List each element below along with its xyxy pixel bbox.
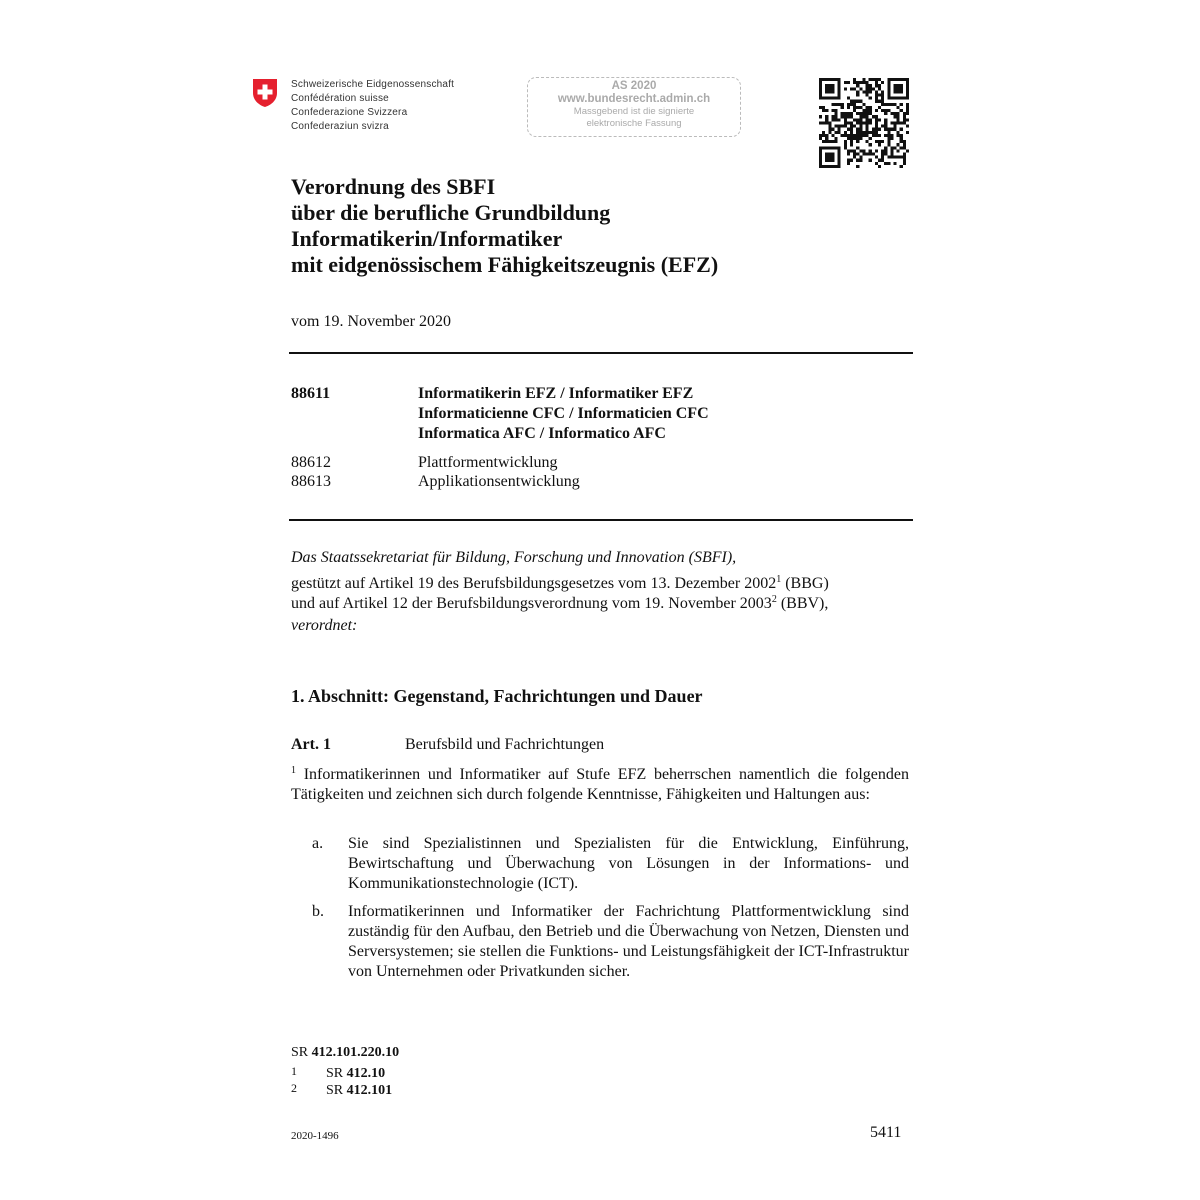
federation-names xyxy=(291,78,454,134)
federation-name-de: Schweizerische Eidgenossenschaft xyxy=(291,79,455,90)
basis-1-abbr: (BBG) xyxy=(781,575,829,592)
stamp-url[interactable]: www.bundesrecht.admin.ch xyxy=(557,93,711,105)
preamble-basis-2 xyxy=(291,594,931,614)
footnote-ref[interactable]: 412.101 xyxy=(346,1083,393,1098)
preamble-basis-1 xyxy=(291,574,931,594)
divider-bottom xyxy=(289,519,913,521)
footnote-number: 2 xyxy=(291,1081,297,1095)
specialty-code: 88612 xyxy=(291,454,331,471)
footnote-ref-2[interactable]: 2 xyxy=(771,594,777,605)
preamble xyxy=(291,548,931,636)
specialty-code: 88613 xyxy=(291,473,331,490)
stamp-as-number: AS 2020 xyxy=(611,80,657,92)
basis-2-abbr: (BBV), xyxy=(776,595,829,612)
paragraph-number: 1 xyxy=(291,765,296,776)
list-item-mark: a. xyxy=(312,835,324,852)
footnote-ref[interactable]: 412.10 xyxy=(346,1066,386,1081)
article-heading: Berufsbild und Fachrichtungen xyxy=(405,736,605,753)
federation-name-fr: Confédération suisse xyxy=(291,93,389,104)
swiss-coat-of-arms-icon xyxy=(252,78,278,108)
basis-1-text: gestützt auf Artikel 19 des Berufsbildungsgesetzes vom 13. Dezember 2002 xyxy=(291,575,777,592)
title-line-4: mit eidgenössischem Fähigkeitszeugnis (EFZ) xyxy=(291,252,719,277)
article-paragraph-1 xyxy=(291,765,909,805)
list-item-text: Sie sind Spezialistinnen und Spezialisten für die Entwicklung, Einführung, Bewirtschaftung und Überwachung von Lösungen in der Informations- und Kommunikationstechnologie (ICT). xyxy=(348,835,909,892)
specialty-name: Applikationsentwicklung xyxy=(418,473,580,490)
section-heading: 1. Abschnitt: Gegenstand, Fachrichtungen und Dauer xyxy=(291,686,703,706)
document-date: vom 19. November 2020 xyxy=(291,313,451,330)
title-line-3: Informatikerin/Informatiker xyxy=(291,226,563,251)
footnote-ref-1[interactable]: 1 xyxy=(776,574,782,585)
sr-number xyxy=(291,1044,399,1061)
title-line-2: über die berufliche Grundbildung xyxy=(291,200,611,225)
preamble-decrees: verordnet: xyxy=(291,617,358,634)
official-collection-stamp xyxy=(527,77,741,137)
profession-name-de: Informatikerin EFZ / Informatiker EFZ xyxy=(418,385,694,402)
basis-2-text: und auf Artikel 12 der Berufsbildungsverordnung vom 19. November 2003 xyxy=(291,595,772,612)
list-item-mark: b. xyxy=(312,903,324,920)
divider-top xyxy=(289,352,913,354)
qr-code-icon xyxy=(819,78,909,168)
article-number: Art. 1 xyxy=(291,736,331,753)
profession-code: 88611 xyxy=(291,385,331,402)
profession-name-it: Informatica AFC / Informatico AFC xyxy=(418,425,666,442)
footnote-prefix: SR xyxy=(326,1083,347,1098)
sr-prefix: SR xyxy=(291,1045,312,1060)
sr-value: 412.101.220.10 xyxy=(311,1045,400,1060)
profession-name-fr: Informaticienne CFC / Informaticien CFC xyxy=(418,405,709,422)
stamp-note-1: Massgebend ist die signierte xyxy=(573,106,695,117)
title-line-1: Verordnung des SBFI xyxy=(291,174,496,199)
footnote-prefix: SR xyxy=(326,1066,347,1081)
footnote-number: 1 xyxy=(291,1064,297,1078)
profession-names xyxy=(418,384,709,444)
federation-name-rm: Confederaziun svizra xyxy=(291,121,389,132)
page-number: 5411 xyxy=(870,1124,902,1141)
preamble-authority: Das Staatssekretariat für Bildung, Forschung und Innovation (SBFI), xyxy=(291,549,737,566)
document-id: 2020-1496 xyxy=(291,1130,339,1142)
specialty-name: Plattformentwicklung xyxy=(418,454,558,471)
list-item-text: Informatikerinnen und Informatiker der Fachrichtung Plattformentwicklung sind zuständig für den Aufbau, den Betrieb und die Überwachung von Netzen, Diensten und Serversystemen; sie stellen die Funktions- und Leistungsfähigkeit der ICT-Infrastruktur von Unternehmen oder Privatkunden sicher. xyxy=(348,903,909,980)
federation-name-it: Confederazione Svizzera xyxy=(291,107,408,118)
paragraph-text: Informatikerinnen und Informatiker auf Stufe EFZ beherrschen namentlich die folgenden Tätigkeiten und zeichnen sich durch folgende Kenntnisse, Fähigkeiten und Haltungen aus: xyxy=(291,766,909,803)
document-title xyxy=(291,174,718,278)
footnote xyxy=(291,1080,392,1099)
stamp-note-2: elektronische Fassung xyxy=(586,118,682,129)
